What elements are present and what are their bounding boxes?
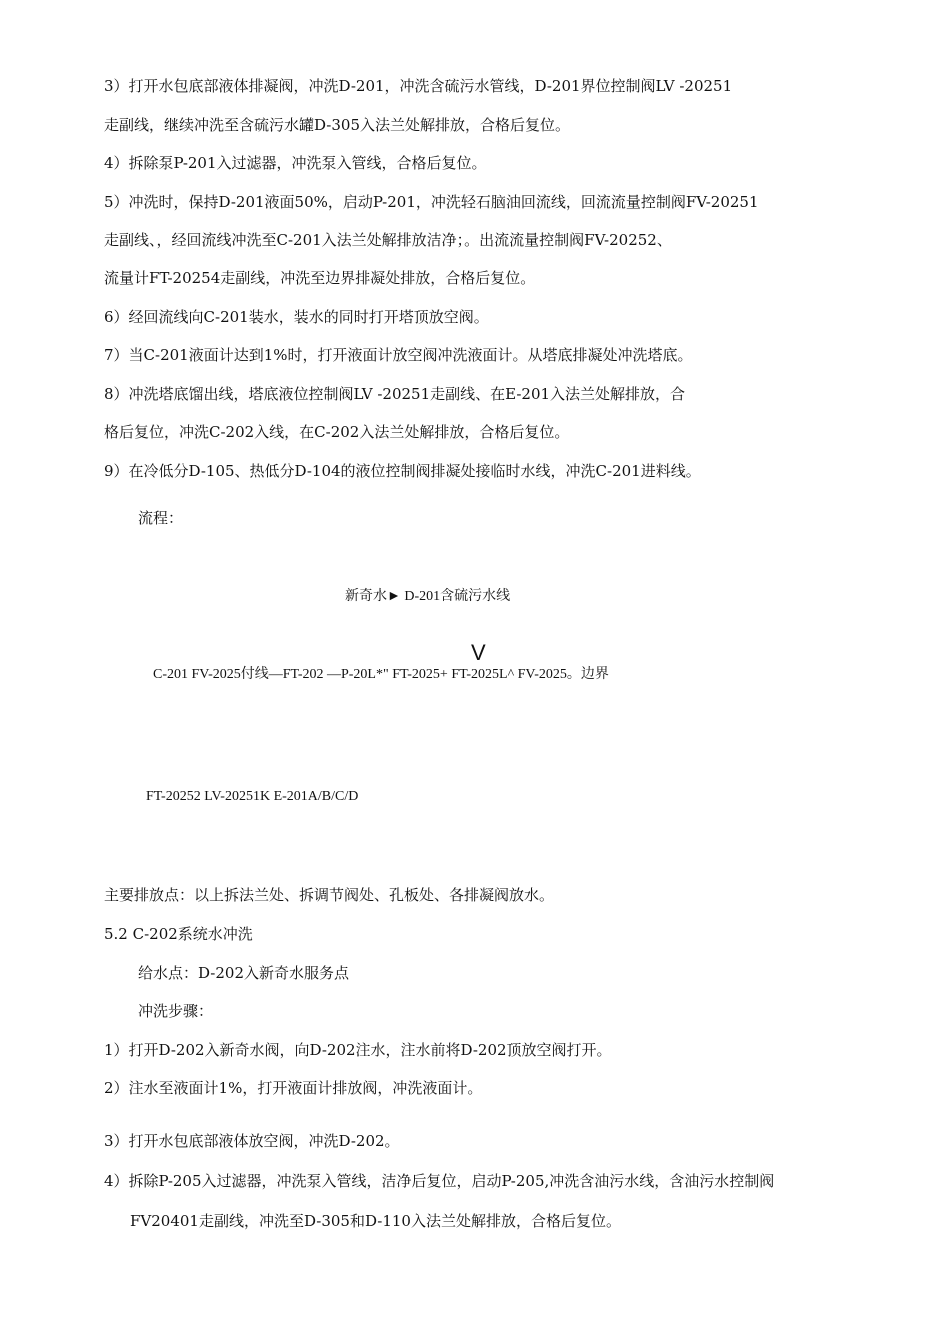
- step-7: 7）当C-201液面计达到1%时，打开液面计放空阀冲洗液面计。从塔底排凝处冲洗塔底。: [104, 346, 693, 364]
- c202-step-3: 3）打开水包底部液体放空阀，冲洗D-202。: [104, 1132, 400, 1150]
- step-4: 4）拆除泵P-201入过滤器，冲洗泵入管线，合格后复位。: [104, 154, 487, 172]
- c202-step-4-line-2: FV20401走副线，冲洗至D-305和D-110入法兰处解排放，合格后复位。: [130, 1212, 621, 1230]
- flow-line-2: C-201 FV-2025付线—FT-202 —P-20L*" FT-2025+ FT-2025L^ FV-2025。边界: [153, 667, 609, 682]
- main-drain-points: 主要排放点：以上拆法兰处、拆调节阀处、孔板处、各排凝阀放水。: [104, 886, 555, 904]
- flow-line-3: FT-20252 LV-20251K E-201A/B/C/D: [146, 789, 359, 804]
- step-9: 9）在冷低分D-105、热低分D-104的液位控制阀排凝处接临时水线，冲洗C-201进料线。: [104, 462, 701, 480]
- step-5-line-1: 5）冲洗时，保持D-201液面50%，启动P-201，冲洗轻石脑油回流线，回流流量控制阀FV-20251: [104, 193, 759, 211]
- step-5-line-2: 走副线、，经回流线冲洗至C-201入法兰处解排放洁净；。出流流量控制阀FV-20252、: [104, 231, 672, 249]
- flow-down-arrow: V: [471, 640, 486, 665]
- flow-label: 流程：: [138, 509, 184, 527]
- c202-step-2: 2）注水至液面计1%，打开液面计排放阀，冲洗液面计。: [104, 1079, 483, 1097]
- water-supply-point: 给水点：D-202入新奇水服务点: [138, 964, 350, 982]
- step-8-line-1: 8）冲洗塔底馏出线，塔底液位控制阀LV -20251走副线、在E-201入法兰处解排放，合: [104, 385, 686, 403]
- c202-step-1: 1）打开D-202入新奇水阀，向D-202注水，注水前将D-202顶放空阀打开。: [104, 1041, 612, 1059]
- step-3-line-1: 3）打开水包底部液体排凝阀，冲洗D-201，冲洗含硫污水管线，D-201界位控制阀LV -20251: [104, 77, 733, 95]
- step-5-line-3: 流量计FT-20254走副线，冲洗至边界排凝处排放，合格后复位。: [104, 269, 536, 287]
- steps-label: 冲洗步骤：: [138, 1002, 214, 1020]
- step-6: 6）经回流线向C-201装水，装水的同时打开塔顶放空阀。: [104, 308, 489, 326]
- flow-line-1: 新奇水► D-201含硫污水线: [345, 589, 511, 604]
- section-heading: 5.2 C-202系统水冲洗: [104, 925, 253, 943]
- step-8-line-2: 格后复位，冲洗C-202入线，在C-202入法兰处解排放，合格后复位。: [104, 423, 570, 441]
- c202-step-4-line-1: 4）拆除P-205入过滤器，冲洗泵入管线，洁净后复位，启动P-205,冲洗含油污水线，含油污水控制阀: [104, 1172, 775, 1190]
- step-3-line-2: 走副线，继续冲洗至含硫污水罐D-305入法兰处解排放，合格后复位。: [104, 116, 571, 134]
